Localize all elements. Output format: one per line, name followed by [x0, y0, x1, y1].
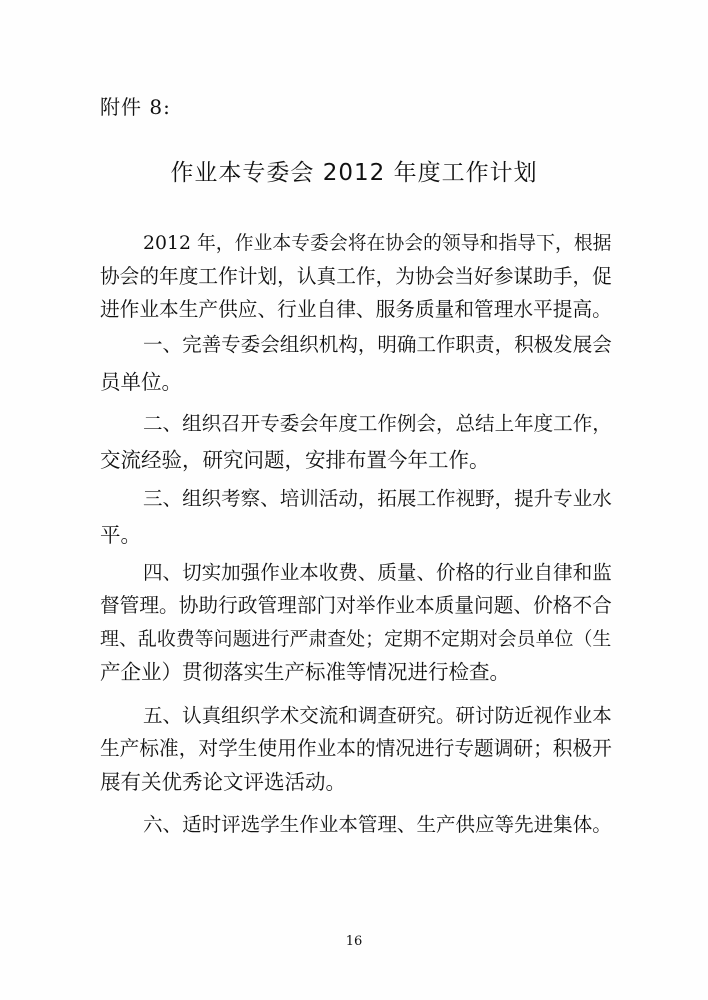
page-number: 16: [345, 934, 363, 949]
paragraph-line: 三、组织考察、培训活动，拓展工作视野，提升专业水: [143, 487, 612, 510]
paragraph-line: 交流经验，研究问题，安排布置今年工作。: [100, 448, 490, 472]
paragraph-line: 产企业）贯彻落实生产标准等情况进行检查。: [100, 660, 510, 684]
paragraph-line: 协会的年度工作计划，认真工作，为协会当好参谋助手，促: [100, 265, 612, 288]
paragraph-line: 平。: [100, 523, 141, 547]
paragraph-line: 二、组织召开专委会年度工作例会，总结上年度工作，: [143, 412, 612, 435]
paragraph-line: 五、认真组织学术交流和调查研究。研讨防近视作业本: [143, 704, 612, 727]
paragraph-line: 四、切实加强作业本收费、质量、价格的行业自律和监: [143, 561, 612, 584]
paragraph-line: 员单位。: [100, 370, 182, 394]
paragraph-line: 督管理。协助行政管理部门对举作业本质量问题、价格不合: [100, 594, 612, 617]
paragraph-line: 理、乱收费等问题进行严肃查处；定期不定期对会员单位（生: [100, 628, 612, 650]
attachment-label: 附件 8:: [100, 95, 171, 119]
paragraph-line: 生产标准，对学生使用作业本的情况进行专题调研；积极开: [100, 737, 612, 760]
paragraph-line: 进作业本生产供应、行业自律、服务质量和管理水平提高。: [100, 298, 612, 321]
paragraph-line: 六、适时评选学生作业本管理、生产供应等先进集体。: [143, 813, 612, 836]
document-title: 作业本专委会 2012 年度工作计划: [170, 160, 538, 186]
paragraph-line: 一、完善专委会组织机构，明确工作职责，积极发展会: [143, 333, 612, 356]
paragraph-line: 展有关优秀论文评选活动。: [100, 770, 346, 794]
paragraph-line: 2012 年，作业本专委会将在协会的领导和指导下，根据: [143, 233, 612, 254]
